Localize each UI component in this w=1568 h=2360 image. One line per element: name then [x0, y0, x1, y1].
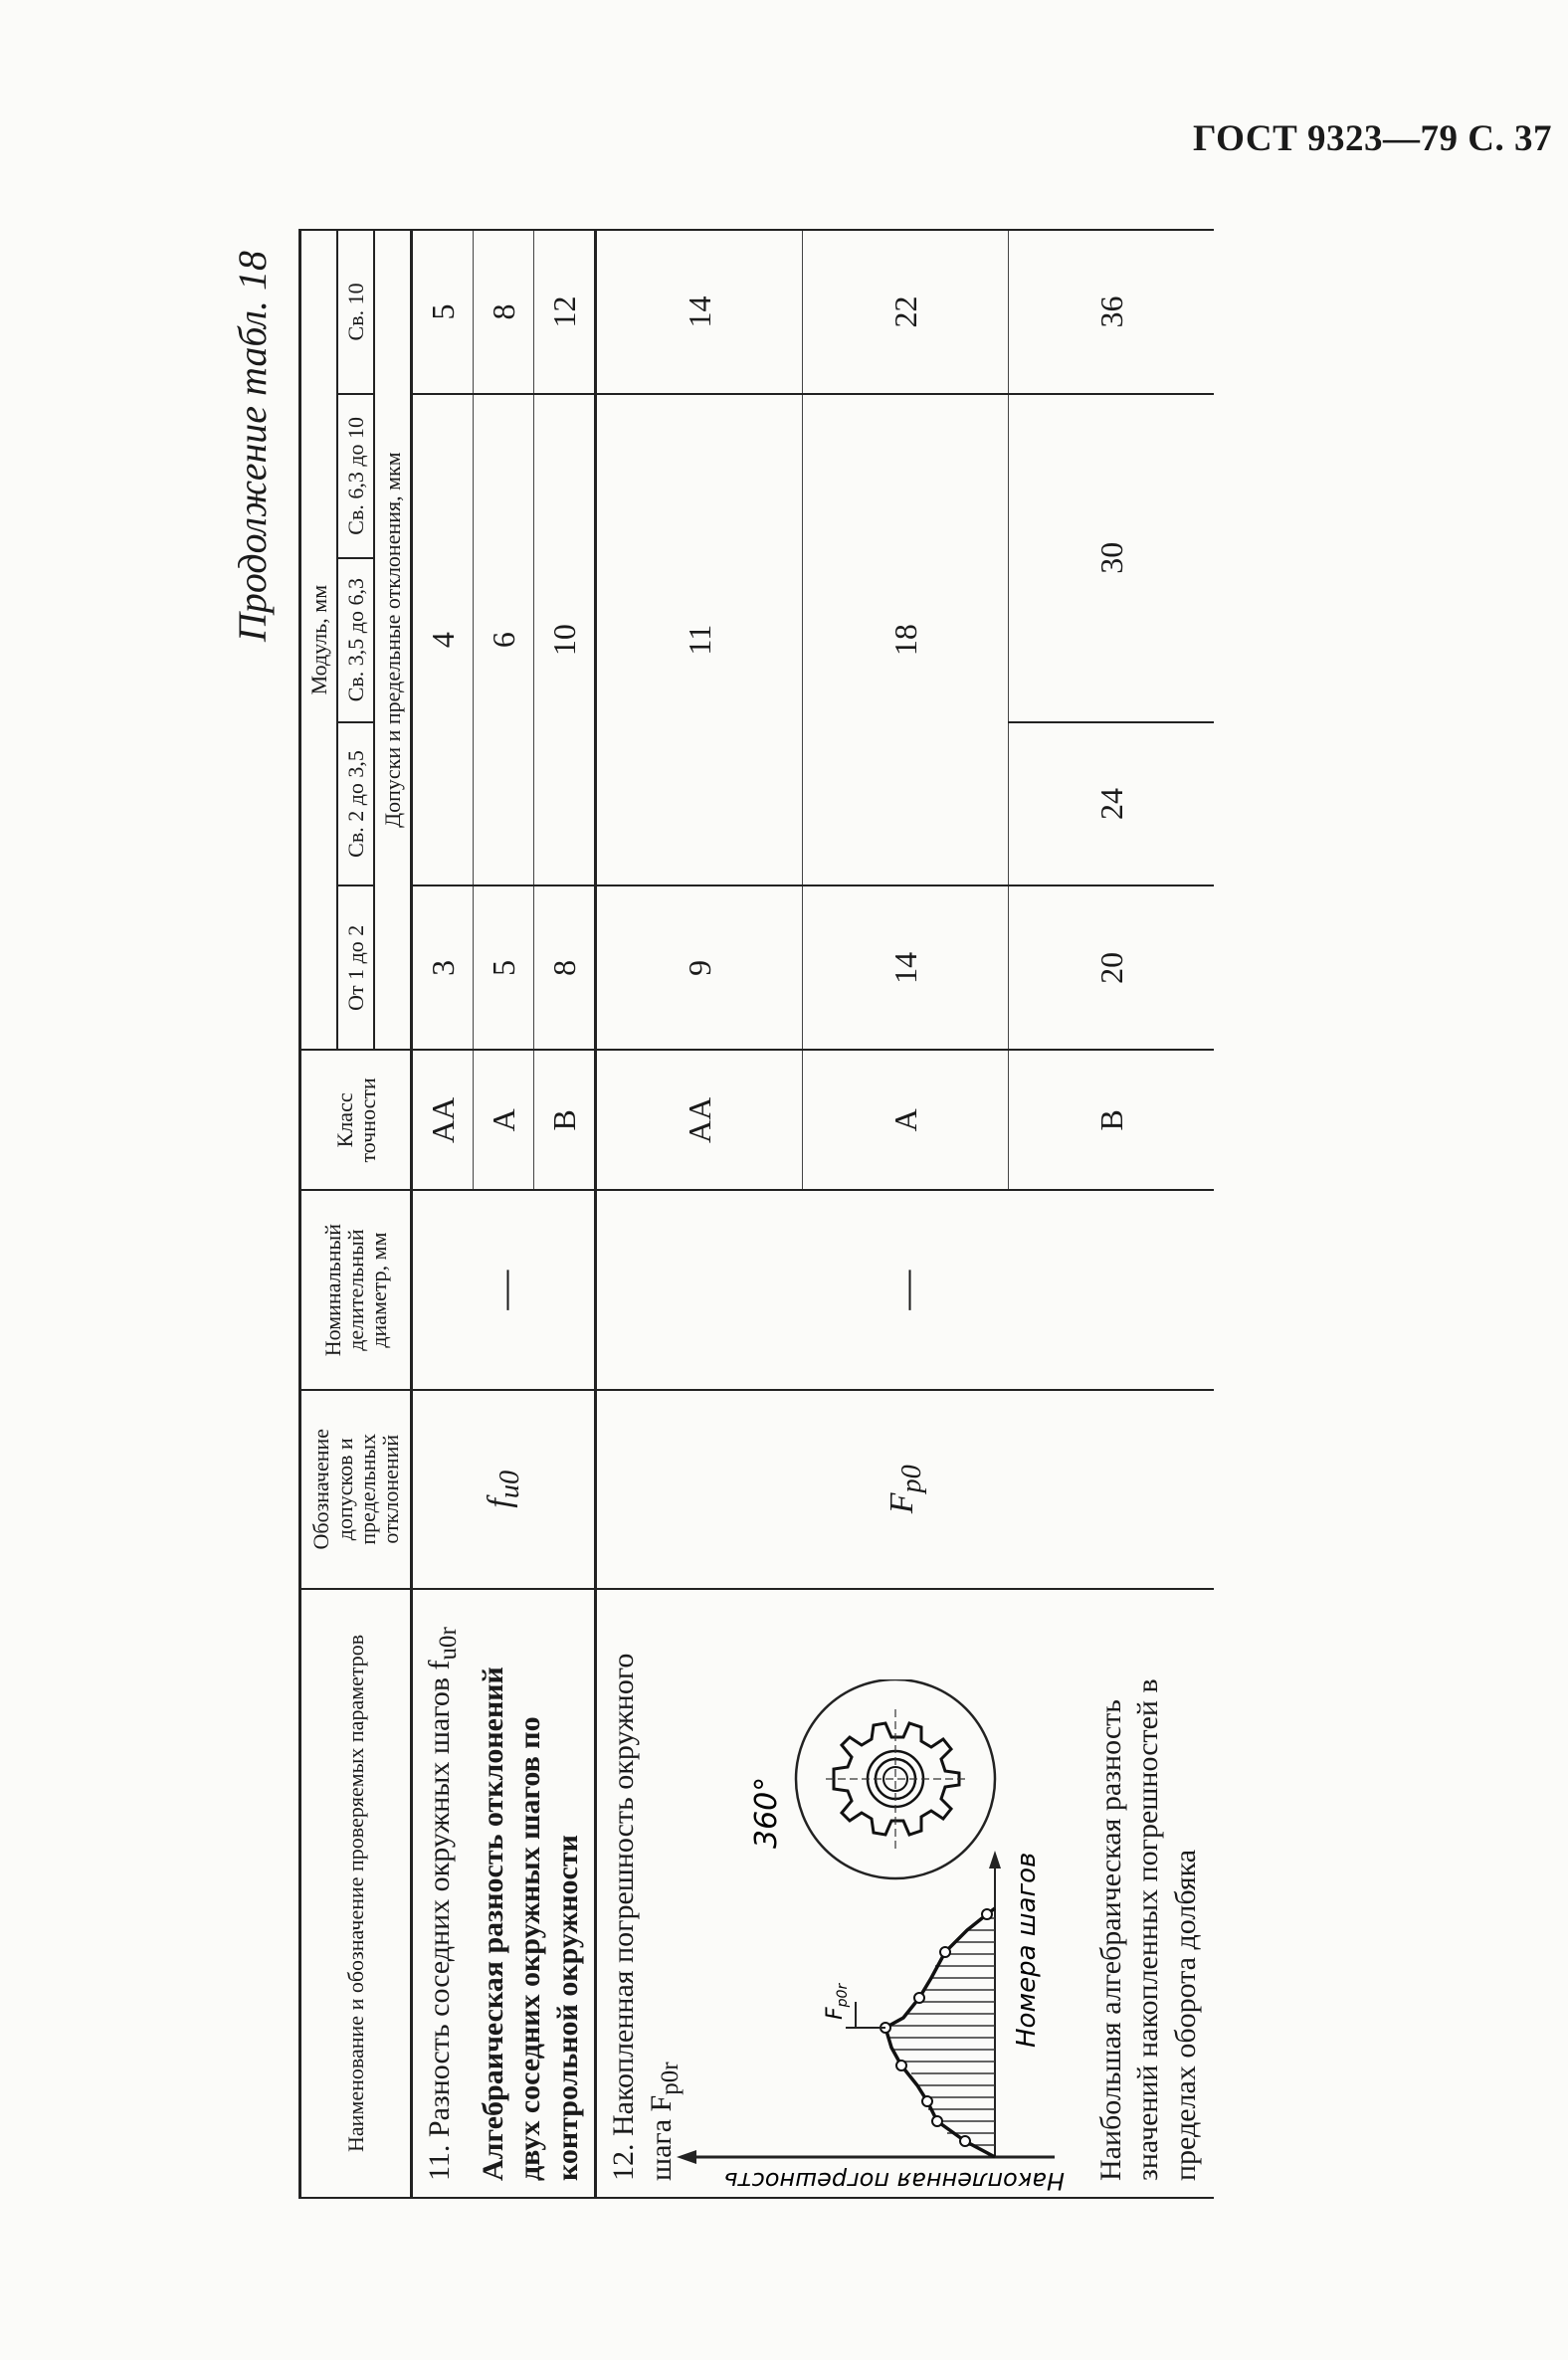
row11-aa-v1: 3 [412, 885, 474, 1050]
row12-title-sub: p0r [656, 2062, 684, 2095]
row11-title: 11. Разность соседних окружных шагов f [423, 1660, 457, 2181]
row11-title-sub: u0r [435, 1627, 463, 1661]
row11-b-v3: 12 [534, 230, 596, 394]
row12-title: 12. Накопленная погрешность окружного шага F [607, 1653, 678, 2181]
row12-class-aa: AA [596, 1050, 803, 1190]
y-axis-label: Накопленная погрешность [723, 2167, 1066, 2195]
row12-aa-v2: 11 [596, 394, 803, 885]
row11-b-v1: 8 [534, 885, 596, 1050]
col-header-module-5: Св. 10 [337, 230, 374, 394]
table-row [412, 230, 474, 2198]
col-header-class: Класс точности [300, 1050, 412, 1190]
col-header-symbol: Обозначение допусков и предельных отклонений [300, 1390, 412, 1589]
row12-a-v1: 14 [803, 885, 1009, 1050]
row11-a-v3: 8 [474, 230, 534, 394]
col-header-tolerances: Допуски и предельные отклонения, мкм [374, 230, 412, 1050]
row12-b-v3: 30 [1009, 394, 1215, 722]
row12-a-v2: 18 [803, 394, 1009, 885]
col-header-diameter: Номинальный делительный диаметр, мм [300, 1191, 412, 1390]
row11-symbol: $f_{u0}$ [412, 1390, 596, 1589]
tolerance-table [298, 229, 1214, 2199]
col-header-module-2: Св. 2 до 3,5 [337, 722, 374, 886]
curve-points [881, 1909, 992, 2146]
row11-a-v2: 6 [474, 394, 534, 885]
row12-b-v1: 20 [1009, 885, 1215, 1050]
row11-param [412, 1589, 596, 2198]
row12-diameter: — [596, 1191, 1215, 1390]
col-header-module-4: Св. 6,3 до 10 [337, 394, 374, 558]
row11-diameter: — [412, 1191, 596, 1390]
row11-aa-v3: 5 [412, 230, 474, 394]
row12-symbol: $F_{p0}$ [596, 1390, 1215, 1589]
row12-b-v4: 36 [1009, 230, 1215, 394]
y-axis-arrow-icon [677, 2150, 696, 2164]
row12-description: Наибольшая алгебраическая разность значений накопленных погрешностей в пределах оборота долбяка [1093, 1678, 1202, 2181]
row12-param [596, 1589, 1215, 2198]
row11-a-v1: 5 [474, 885, 534, 1050]
row12-a-v3: 22 [803, 230, 1009, 394]
col-header-module-1: От 1 до 2 [337, 885, 374, 1050]
rotated-table-block [229, 229, 1463, 2199]
col-header-param: Наименование и обозначение проверяемых параметров [300, 1589, 412, 2198]
row12-aa-v1: 9 [596, 885, 803, 1050]
row11-description: Алгебраическая разность отклонений двух соседних окружных шагов по контрольной окружности [476, 1667, 584, 2181]
label-360: 360° [749, 1776, 785, 1849]
table-caption: Продолжение табл. 18 [230, 251, 275, 643]
row12-class-b: B [1009, 1050, 1215, 1190]
row11-class-a: A [474, 1050, 534, 1190]
row11-class-aa: AA [412, 1050, 474, 1190]
row12-b-v2: 24 [1009, 722, 1215, 886]
row12-aa-v3: 14 [596, 230, 803, 394]
gear-icon [826, 1709, 965, 1849]
row12-class-a: A [803, 1050, 1009, 1190]
row11-aa-v2: 4 [412, 394, 474, 885]
fp-label: $F_{p0r}$ [823, 1983, 852, 2020]
row11-class-b: B [534, 1050, 596, 1190]
document-reference: ГОСТ 9323—79 С. 37 [1193, 118, 1552, 159]
x-axis-arrow-icon [989, 1851, 1001, 1868]
col-header-module-3: Св. 3,5 до 6,3 [337, 558, 374, 722]
table-row [596, 230, 803, 2198]
row11-b-v2: 10 [534, 394, 596, 885]
x-axis-label: Номера шагов [1012, 1852, 1043, 2048]
col-header-module: Модуль, мм [300, 230, 338, 1050]
